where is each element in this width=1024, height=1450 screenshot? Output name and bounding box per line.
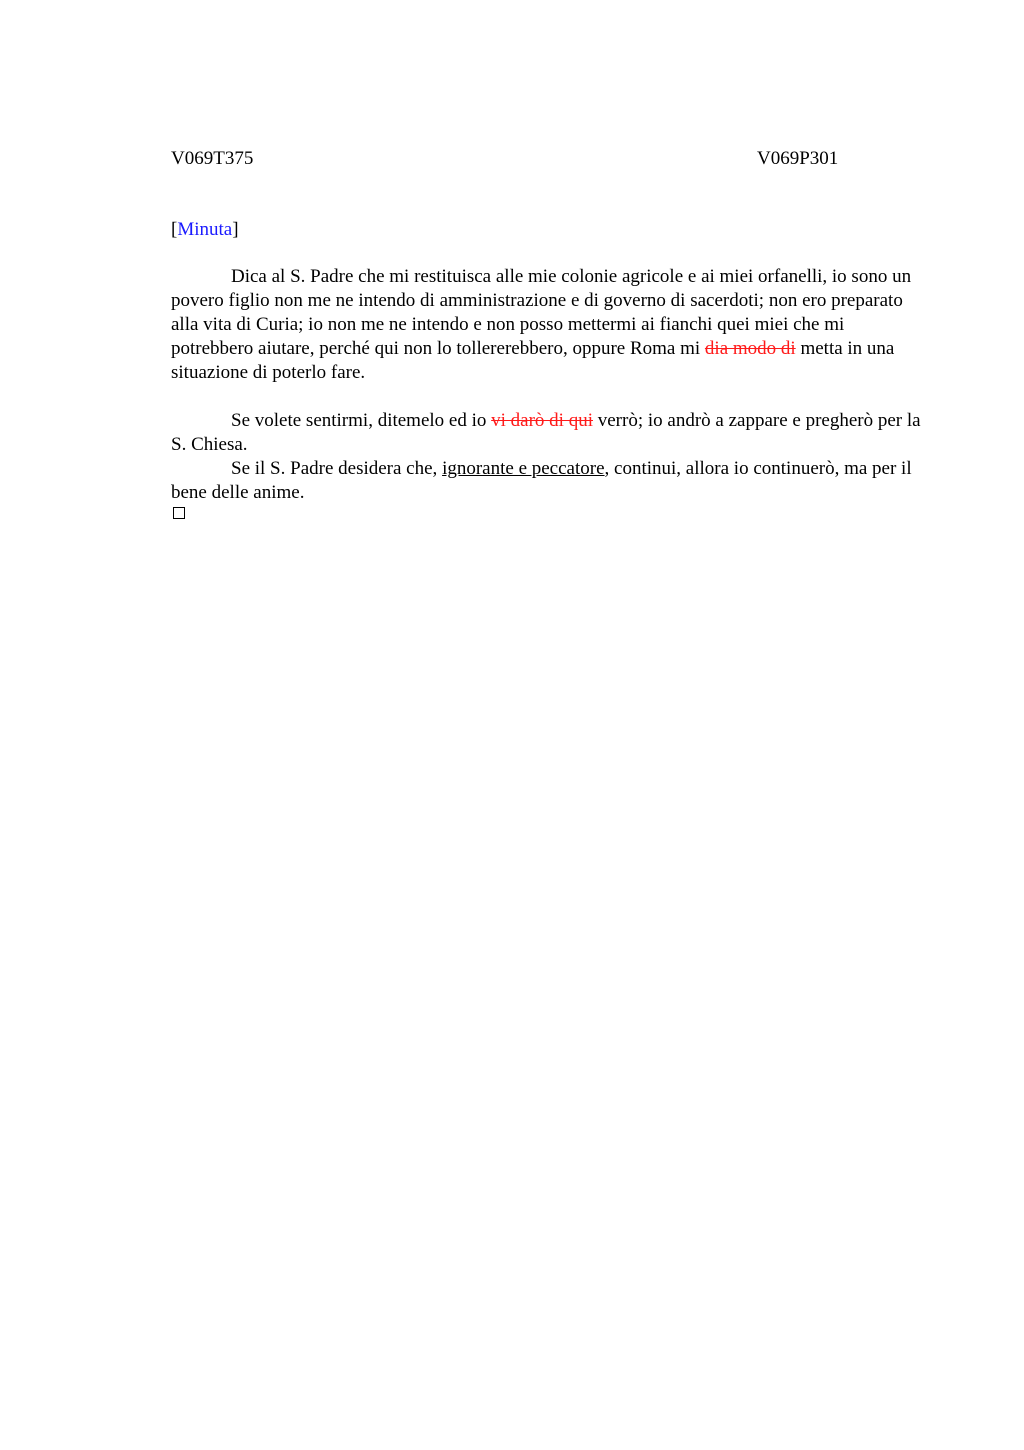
volume-page-code: V069P301 — [757, 148, 839, 169]
paragraph-3-underlined: ignorante e peccatore — [442, 458, 605, 479]
document-body — [171, 265, 927, 505]
paragraph-1-text-b: metta in una situazione di poterlo fare. — [171, 338, 895, 383]
paragraph-1-deletion: dia modo di — [704, 338, 796, 359]
paragraph-1 — [171, 265, 927, 385]
paragraph-3-text-b: , continui, allora io continuerò, ma per il bene delle anime. — [171, 458, 912, 503]
paragraph-3 — [171, 457, 927, 505]
paragraph-3-text-a: Se il S. Padre desidera che, — [231, 458, 443, 479]
paragraph-2-deletion: vi darò di qui — [491, 410, 593, 431]
label-open-bracket: [ — [171, 219, 178, 240]
volume-text-code: V069T375 — [171, 148, 254, 169]
label-close-bracket: ] — [232, 219, 239, 240]
paragraph-1-text-a: Dica al S. Padre che mi restituisca alle mie colonie agricole e ai miei orfanelli, io sono un povero figlio non me ne intendo di amministrazione e di governo di sacerdoti; non ero preparato alla vita di Curia; io non me ne intendo e non posso mettermi ai fianchi quei miei che mi potrebbero aiutare, perché qui non lo tollererebbero, oppure Roma mi — [171, 266, 912, 359]
document-type-label — [171, 218, 239, 242]
paragraph-2 — [171, 409, 927, 457]
document-header — [171, 147, 851, 171]
paragraph-2-text-a: Se volete sentirmi, ditemelo ed io — [231, 410, 492, 431]
label-word: Minuta — [177, 219, 233, 240]
paragraph-2-text-b: verrò; io andrò a zappare e pregherò per la S. Chiesa. — [171, 410, 921, 455]
empty-square-icon — [173, 507, 185, 519]
